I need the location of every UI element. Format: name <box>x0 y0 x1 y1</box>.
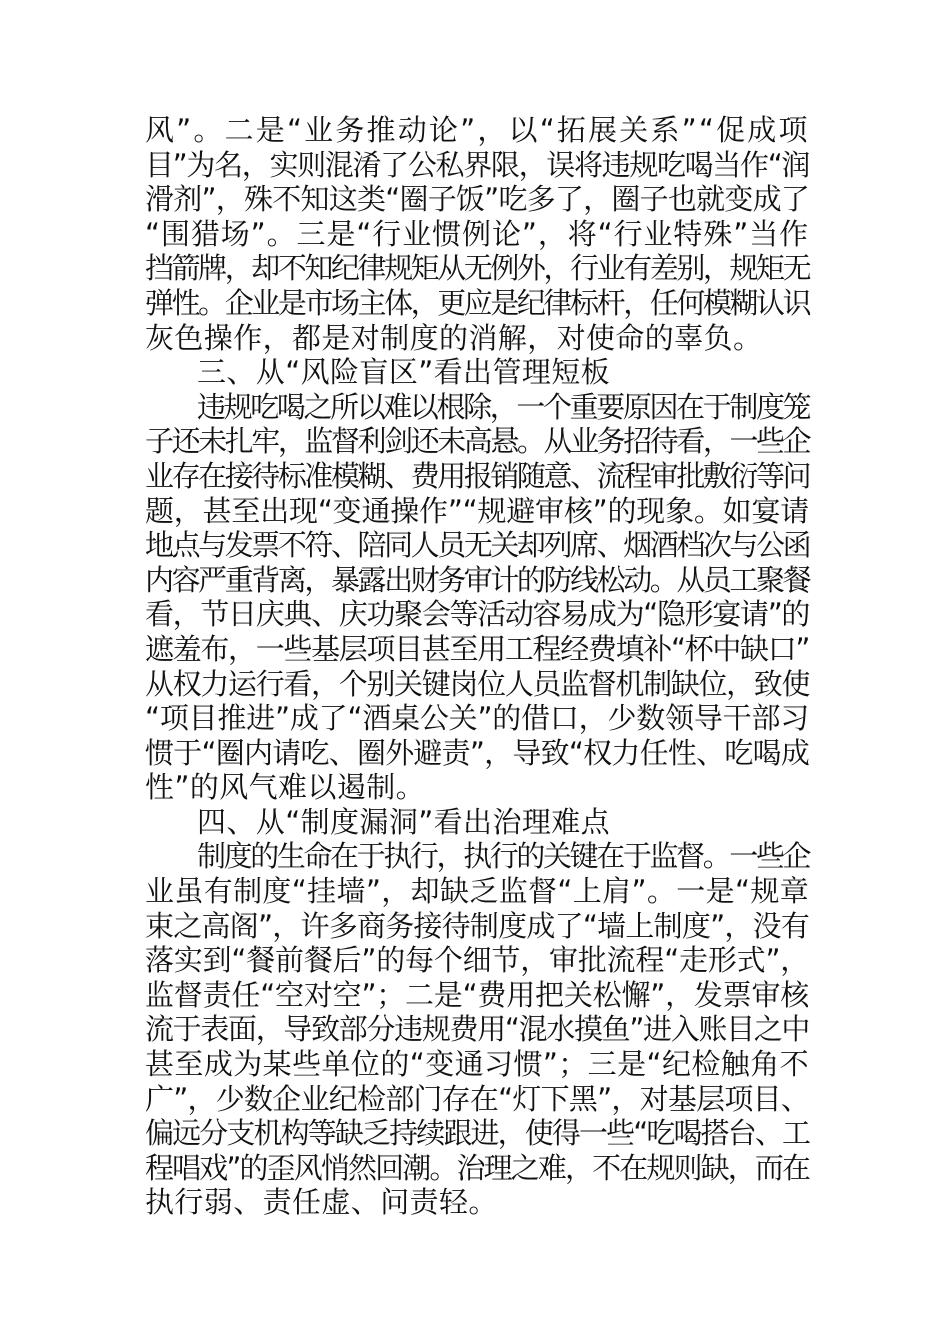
text-line: 从权力运行看，个别关键岗位人员监督机制缺位，致使 <box>145 666 809 701</box>
text-line: 地点与发票不符、陪同人员无关却列席、烟酒档次与公函 <box>145 528 809 563</box>
text-line: 落实到“餐前餐后”的每个细节，审批流程“走形式”， <box>145 943 809 978</box>
text-line: 业存在接待标准模糊、费用报销随意、流程审批敷衍等问 <box>145 458 809 493</box>
text-line: 风”。二是“业务推动论”，以“拓展关系”“促成项 <box>145 113 810 147</box>
text-line: 题，甚至出现“变通操作”“规避审核”的现象。如宴请 <box>145 493 809 528</box>
text-line: 惯于“圈内请吃、圈外避责”，导致“权力任性、吃喝成 <box>145 735 809 770</box>
section-heading-3: 三、从“风险盲区”看出管理短板 <box>197 355 611 390</box>
text-line: 程唱戏”的歪风悄然回潮。治理之难，不在规则缺，而在 <box>145 1150 809 1185</box>
text-line: 灰色操作，都是对制度的消解，对使命的辜负。 <box>145 320 763 355</box>
body-text <box>145 113 809 1220</box>
text-line: “项目推进”成了“酒桌公关”的借口，少数领导干部习 <box>145 701 809 736</box>
text-line: 广”，少数企业纪检部门存在“灯下黑”，对基层项目、 <box>145 1081 809 1116</box>
text-line: 挡箭牌，却不知纪律规矩从无例外，行业有差别，规矩无 <box>145 251 809 286</box>
text-line: 偏远分支机构等缺乏持续跟进，使得一些“吃喝搭台、工 <box>145 1116 809 1151</box>
text-line: 束之高阁”，许多商务接待制度成了“墙上制度”，没有 <box>145 908 809 943</box>
text-line: 监督责任“空对空”；二是“费用把关松懈”，发票审核 <box>145 977 809 1012</box>
text-line: 违规吃喝之所以难以根除，一个重要原因在于制度笼 <box>197 389 809 424</box>
text-line: 业虽有制度“挂墙”，却缺乏监督“上肩”。一是“规章 <box>145 874 809 909</box>
text-line: 内容严重背离，暴露出财务审计的防线松动。从员工聚餐 <box>145 562 809 597</box>
text-line: 甚至成为某些单位的“变通习惯”；三是“纪检触角不 <box>145 1047 809 1082</box>
text-line: 弹性。企业是市场主体，更应是纪律标杆，任何模糊认识 <box>145 285 809 320</box>
text-line: “围猎场”。三是“行业惯例论”，将“行业特殊”当作 <box>145 216 809 251</box>
text-line: 滑剂”，殊不知这类“圈子饭”吃多了，圈子也就变成了 <box>145 182 809 217</box>
text-line: 流于表面，导致部分违规费用“混水摸鱼”进入账目之中 <box>145 1012 809 1047</box>
text-line: 看，节日庆典、庆功聚会等活动容易成为“隐形宴请”的 <box>145 597 809 632</box>
section-heading-4: 四、从“制度漏洞”看出治理难点 <box>197 804 611 839</box>
text-line: 执行弱、责任虚、问责轻。 <box>145 1185 498 1220</box>
text-line: 目”为名，实则混淆了公私界限，误将违规吃喝当作“润 <box>145 147 809 182</box>
text-line: 制度的生命在于执行，执行的关键在于监督。一些企 <box>197 839 809 874</box>
text-line: 子还未扎牢，监督利剑还未高悬。从业务招待看，一些企 <box>145 424 809 459</box>
text-line: 遮羞布，一些基层项目甚至用工程经费填补“杯中缺口” <box>145 631 809 666</box>
text-line: 性”的风气难以遏制。 <box>145 770 426 805</box>
